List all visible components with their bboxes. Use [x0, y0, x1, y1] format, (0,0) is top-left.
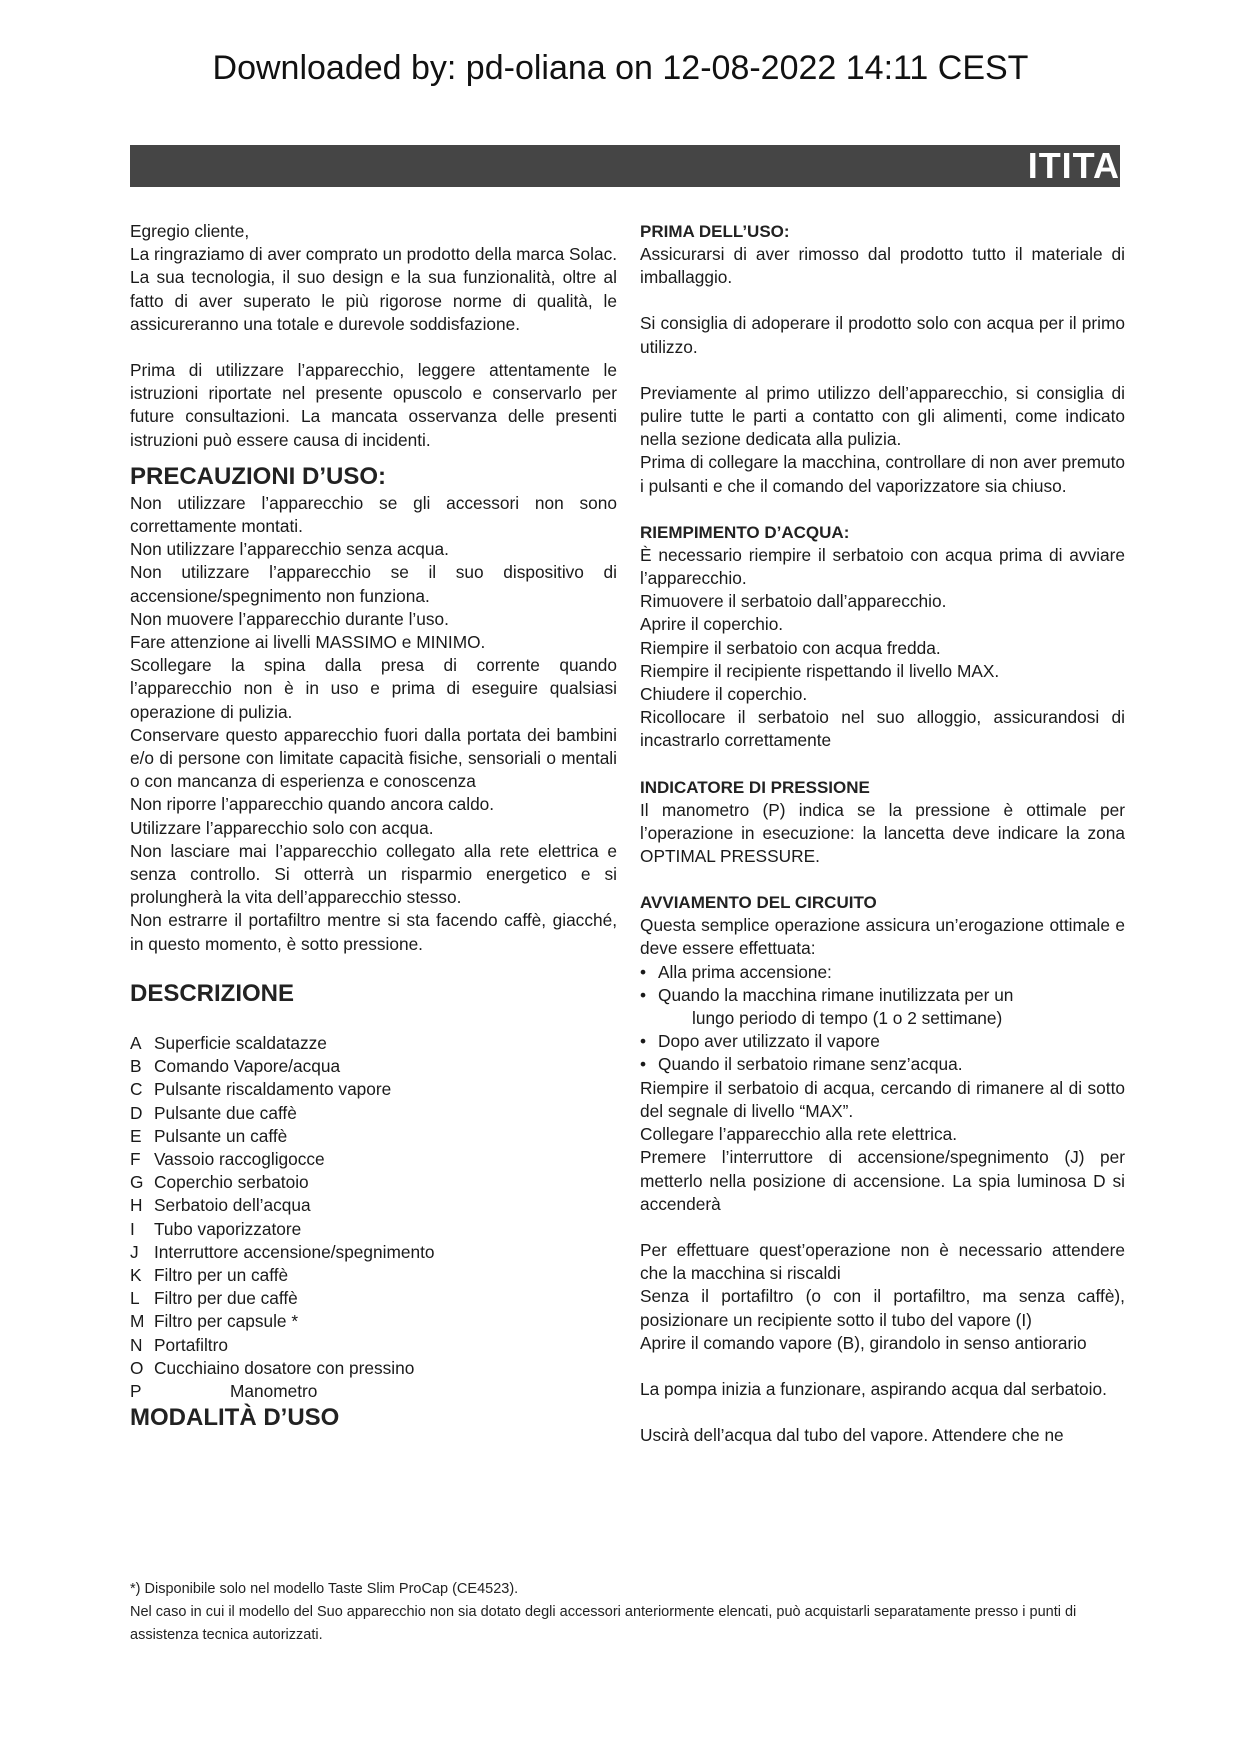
water-out-paragraph: Uscirà dell’acqua dal tubo del vapore. Attendere che ne: [640, 1425, 1064, 1446]
item-letter: I: [130, 1218, 135, 1239]
bullet-icon: •: [640, 1031, 647, 1052]
circuit-intro: Questa semplice operazione assicura un’erogazione ottimale e deve essere effettuata:: [640, 915, 1125, 959]
fill-step: Aprire il coperchio.: [640, 614, 784, 635]
description-item: [130, 1241, 617, 1264]
before-use-paragraph: Si consiglia di adoperare il prodotto solo con acqua per il primo utilizzo.: [640, 313, 1125, 357]
footnote-line: *) Disponibile solo nel modello Taste Slim ProCap (CE4523).: [130, 1581, 519, 1597]
item-letter: F: [130, 1148, 141, 1169]
pressure-paragraph: Il manometro (P) indica se la pressione è ottimale per l’operazione in esecuzione: la lancetta deve indicare la zona OPTIMAL PRESSURE.: [640, 799, 1125, 867]
greeting: Egregio cliente,: [130, 221, 250, 241]
item-text: Filtro per due caffè: [154, 1288, 298, 1309]
fill-step: Riempire il recipiente rispettando il livello MAX.: [640, 660, 1000, 681]
description-item: [130, 1264, 617, 1287]
intro-paragraph: La sua tecnologia, il suo design e la sua funzionalità, oltre al fatto di aver superato le più rigorose norme di qualità, le assicureranno una totale e durevole soddisfazione.: [130, 267, 617, 334]
fill-step: Ricollocare il serbatoio nel suo alloggio, assicurandosi di incastrarlo correttamente: [640, 707, 1125, 751]
item-letter: P: [130, 1380, 142, 1401]
item-letter: J: [130, 1241, 139, 1262]
circuit-bullet: • Dopo aver utilizzato il vapore: [640, 1030, 1125, 1053]
circuit-step: Premere l’interruttore di accensione/spegnimento (J) per metterlo nella posizione di accensione. La spia luminosa D si accenderà: [640, 1147, 1125, 1214]
fill-step: Chiudere il coperchio.: [640, 684, 808, 705]
description-item: [130, 1125, 617, 1148]
item-letter: A: [130, 1032, 142, 1053]
download-notice: Downloaded by: pd-oliana on 12-08-2022 14:11 CEST: [212, 49, 1029, 87]
description-item: [130, 1218, 617, 1241]
description-item: [130, 1078, 617, 1101]
circuit-bullet: • Quando la macchina rimane inutilizzata per un: [640, 984, 1125, 1007]
item-text: Tubo vaporizzatore: [154, 1218, 302, 1239]
precautions-heading: PRECAUZIONI D’USO:: [130, 462, 387, 490]
before-use-heading: PRIMA DELL’USO:: [640, 222, 790, 241]
pump-paragraph: La pompa inizia a funzionare, aspirando acqua dal serbatoio.: [640, 1378, 1107, 1399]
item-text: Comando Vapore/acqua: [154, 1056, 341, 1077]
item-text: Superficie scaldatazze: [154, 1032, 327, 1053]
usage-heading: MODALITÀ D’USO: [130, 1404, 340, 1432]
item-text: Portafiltro: [154, 1334, 228, 1355]
no-wait-step: Aprire il comando vapore (B), girandolo in senso antiorario: [640, 1332, 1087, 1353]
item-text: Interruttore accensione/spegnimento: [154, 1241, 435, 1262]
fill-heading: RIEMPIMENTO D’ACQUA:: [640, 522, 850, 542]
item-letter: N: [130, 1334, 143, 1355]
intro-paragraph: La ringraziamo di aver comprato un prodotto della marca Solac.: [130, 244, 618, 265]
precaution-item: Utilizzare l’apparecchio solo con acqua.: [130, 817, 434, 838]
item-letter: L: [130, 1288, 140, 1309]
item-letter: G: [130, 1172, 144, 1193]
item-text: Serbatoio dell’acqua: [154, 1195, 311, 1216]
precaution-item: Non utilizzare l’apparecchio senza acqua.: [130, 539, 449, 560]
item-text: Cucchiaino dosatore con pressino: [154, 1357, 415, 1378]
item-letter: O: [130, 1357, 144, 1378]
item-letter: M: [130, 1311, 145, 1332]
before-use-paragraph: Previamente al primo utilizzo dell’apparecchio, si consiglia di pulire tutte le parti a contatto con gli alimenti, come indicato nella sezione dedicata alla pulizia.: [640, 382, 1125, 450]
item-text: Vassoio raccogligocce: [154, 1148, 325, 1169]
language-header-bar: [130, 145, 1120, 187]
fill-step: Rimuovere il serbatoio dall’apparecchio.: [640, 591, 947, 612]
description-item: [130, 1380, 617, 1403]
description-item: [130, 1102, 617, 1125]
precaution-item: Non riporre l’apparecchio quando ancora caldo.: [130, 794, 495, 815]
item-letter: D: [130, 1102, 143, 1123]
circuit-bullet-continuation: lungo periodo di tempo (1 o 2 settimane): [692, 1008, 1003, 1029]
circuit-heading: AVVIAMENTO DEL CIRCUITO: [640, 893, 877, 913]
item-letter: H: [130, 1195, 143, 1216]
left-column: [130, 220, 617, 1433]
no-wait-paragraph: Per effettuare quest’operazione non è necessario attendere che la macchina si riscaldi: [640, 1239, 1125, 1284]
precaution-item: Non utilizzare l’apparecchio se gli accessori non sono correttamente montati.: [130, 492, 617, 537]
description-item: [130, 1055, 617, 1078]
circuit-step: Riempire il serbatoio di acqua, cercando di rimanere al di sotto del segnale di livello “MAX”.: [640, 1077, 1125, 1121]
bullet-icon: •: [640, 984, 647, 1005]
item-letter: K: [130, 1264, 142, 1285]
item-text: Manometro: [230, 1380, 318, 1401]
item-letter: B: [130, 1056, 142, 1077]
item-text: Pulsante riscaldamento vapore: [154, 1079, 392, 1100]
item-letter: C: [130, 1079, 143, 1100]
item-text: Pulsante un caffè: [154, 1125, 288, 1146]
precaution-item: Non lasciare mai l’apparecchio collegato alla rete elettrica e senza controllo. Si otterrà un risparmio energetico e si prolungherà la vita dell’apparecchio stesso.: [130, 840, 617, 908]
description-item: [130, 1287, 617, 1310]
precaution-item: Non muovere l’apparecchio durante l’uso.: [130, 608, 449, 629]
circuit-bullet: • Alla prima accensione:: [640, 961, 1125, 984]
description-item: [130, 1148, 617, 1171]
precaution-item: Conservare questo apparecchio fuori dalla portata dei bambini e/o di persone con limitate capacità fisiche, sensoriali o mentali o con mancanza di esperienza e conoscenza: [130, 724, 617, 792]
description-item: [130, 1032, 617, 1055]
precaution-item: Fare attenzione ai livelli MASSIMO e MINIMO.: [130, 632, 486, 653]
circuit-step: Collegare l’apparecchio alla rete elettrica.: [640, 1124, 957, 1145]
fill-step: È necessario riempire il serbatoio con acqua prima di avviare l’apparecchio.: [640, 544, 1125, 589]
description-item: [130, 1171, 617, 1194]
description-item: [130, 1310, 617, 1333]
footnote: [130, 1578, 1120, 1647]
language-code-label: ITITA: [1027, 145, 1120, 186]
bullet-icon: •: [640, 1054, 647, 1075]
item-text: Coperchio serbatoio: [154, 1172, 309, 1193]
item-letter: E: [130, 1125, 142, 1146]
intro-paragraph: Prima di utilizzare l’apparecchio, leggere attentamente le istruzioni riportate nel presente opuscolo e conservarlo per future consultazioni. La mancata osservanza delle presenti istruzioni può essere causa di incidenti.: [130, 360, 617, 450]
item-text: Pulsante due caffè: [154, 1102, 297, 1123]
item-text: Filtro per un caffè: [154, 1264, 289, 1285]
right-column: [640, 220, 1125, 1447]
precaution-item: Scollegare la spina dalla presa di corrente quando l’apparecchio non è in uso e prima di eseguire qualsiasi operazione di pulizia.: [130, 655, 617, 722]
footnote-line: Nel caso in cui il modello del Suo apparecchio non sia dotato degli accessori anteriormente elencati, può acquistarli separatamente presso i punti di assistenza tecnica autorizzati.: [130, 1604, 1077, 1643]
description-item: [130, 1334, 617, 1357]
precaution-item: Non utilizzare l’apparecchio se il suo dispositivo di accensione/spegnimento non funziona.: [130, 562, 617, 606]
description-heading: DESCRIZIONE: [130, 979, 295, 1007]
item-text: Filtro per capsule *: [154, 1311, 299, 1332]
bullet-icon: •: [640, 961, 647, 982]
description-item: [130, 1194, 617, 1217]
pressure-heading: INDICATORE DI PRESSIONE: [640, 777, 870, 797]
circuit-bullet: • Quando il serbatoio rimane senz’acqua.: [640, 1053, 1125, 1076]
before-use-paragraph: Assicurarsi di aver rimosso dal prodotto tutto il materiale di imballaggio.: [640, 244, 1125, 288]
description-item: [130, 1357, 617, 1380]
before-use-paragraph: Prima di collegare la macchina, controllare di non aver premuto i pulsanti e che il comando del vaporizzatore sia chiuso.: [640, 452, 1125, 496]
no-wait-step: Senza il portafiltro (o con il portafiltro, ma senza caffè), posizionare un recipiente sotto il tubo del vapore (I): [640, 1286, 1125, 1330]
fill-step: Riempire il serbatoio con acqua fredda.: [640, 637, 941, 658]
precaution-item: Non estrarre il portafiltro mentre si sta facendo caffè, giacché, in questo momento, è sotto pressione.: [130, 910, 617, 954]
